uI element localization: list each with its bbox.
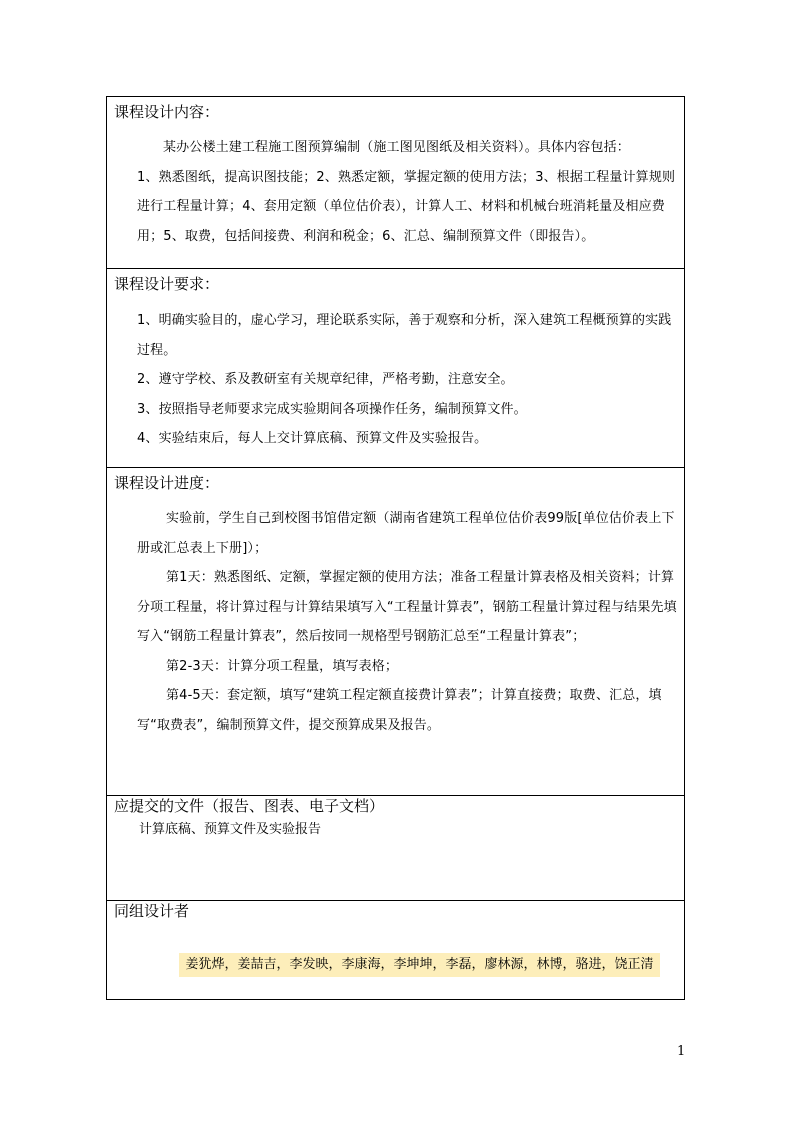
content-items: 1、熟悉图纸，提高识图技能；2、熟悉定额，掌握定额的使用方法；3、根据工程量计算规则进行工程量计算；4、套用定额（单位估价表），计算人工、材料和机械台班消耗量及相应费用；5、取费，包括间接费、利润和税金；6、汇总、编制预算文件（即报告）。 [137, 169, 676, 244]
documents-text: 计算底稿、预算文件及实验报告 [139, 822, 322, 837]
team-section [107, 900, 684, 999]
page-number: 1 [677, 1044, 686, 1059]
content-body [137, 133, 678, 251]
documents-section [107, 795, 684, 900]
requirements-heading: 课程设计要求： [114, 275, 220, 293]
requirement-item: 1、明确实验目的，虚心学习，理论联系实际，善于观察和分析，深入建筑工程概预算的实践过程。 [137, 313, 672, 358]
schedule-item: 第4-5天：套定额，填写“建筑工程定额直接费计算表”；计算直接费；取费、汇总，填写“取费表”，编制预算文件，提交预算成果及报告。 [137, 688, 662, 733]
schedule-heading: 课程设计进度： [114, 474, 220, 492]
requirement-item: 2、遵守学校、系及教研室有关规章纪律，严格考勤，注意安全。 [137, 372, 514, 387]
content-intro: 某办公楼土建工程施工图预算编制（施工图见图纸及相关资料）。具体内容包括： [163, 140, 630, 155]
requirement-item: 3、按照指导老师要求完成实验期间各项操作任务，编制预算文件。 [137, 401, 527, 417]
requirement-item: 4、实验结束后，每人上交计算底稿、预算文件及实验报告。 [137, 431, 488, 446]
schedule-item: 实验前，学生自己到校图书馆借定额（湖南省建筑工程单位估价表99版[单位估价表上下册或汇总表上下册]）； [137, 511, 675, 556]
course-design-table [106, 96, 685, 1000]
team-heading: 同组设计者 [114, 902, 190, 920]
documents-heading: 应提交的文件（报告、图表、电子文档） [114, 797, 385, 815]
schedule-item: 第1天：熟悉图纸、定额，掌握定额的使用方法；准备工程量计算表格及相关资料；计算分项工程量，将计算过程与计算结果填写入“工程量计算表”，钢筋工程量计算过程与结果先填写入“钢筋工程量计算表”，然后按同一规格型号钢筋汇总至“工程量计算表”； [137, 570, 677, 644]
requirements-section [107, 268, 684, 467]
schedule-body [137, 504, 678, 740]
content-section [107, 97, 684, 268]
requirements-body [137, 306, 678, 454]
schedule-item: 第2-3天：计算分项工程量，填写表格； [166, 658, 399, 674]
team-names: 姜犹烨，姜喆吉，李发映，李康海，李坤坤，李磊，廖林源，林博，骆进，饶正清 [179, 953, 660, 977]
content-heading: 课程设计内容： [114, 103, 220, 121]
schedule-section [107, 467, 684, 795]
